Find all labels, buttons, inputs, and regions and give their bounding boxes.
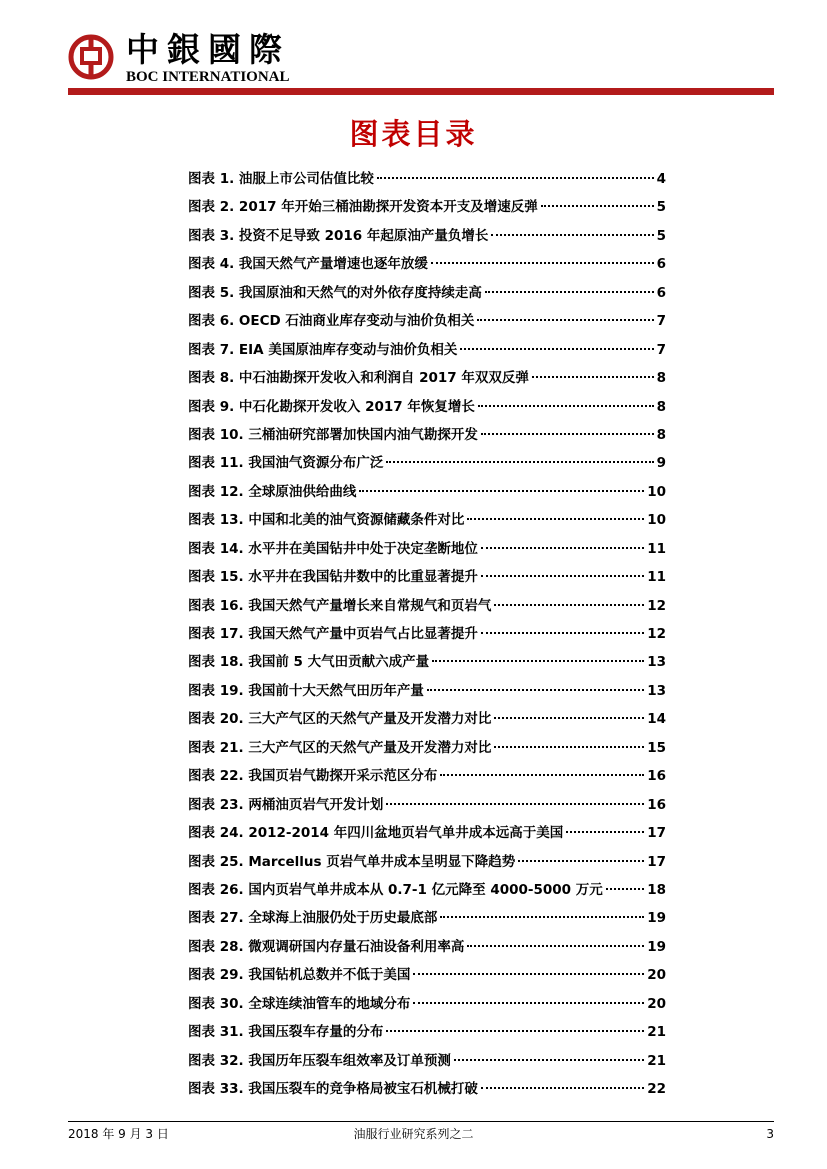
toc-entry-page: 13	[647, 654, 666, 671]
toc-entry-label: 图表 5. 我国原油和天然气的对外依存度持续走高	[188, 284, 482, 301]
toc-entry[interactable]	[188, 620, 666, 648]
toc-dot-leader	[359, 490, 644, 492]
toc-dot-leader	[460, 348, 653, 350]
toc-entry[interactable]	[188, 250, 666, 278]
toc-entry[interactable]	[188, 648, 666, 676]
toc-entry-label: 图表 33. 我国压裂车的竞争格局被宝石机械打破	[188, 1081, 478, 1097]
toc-entry-page: 4	[656, 171, 666, 187]
toc-dot-leader	[518, 860, 644, 862]
toc-entry-label: 图表 29. 我国钻机总数并不低于美国	[188, 967, 411, 984]
toc-entry[interactable]	[188, 762, 666, 790]
toc-dot-leader	[494, 746, 644, 748]
toc-entry-page: 17	[647, 825, 666, 842]
toc-entry-label: 图表 11. 我国油气资源分布广泛	[188, 455, 384, 472]
toc-dot-leader	[481, 575, 644, 577]
toc-entry-label: 图表 8. 中石油勘探开发收入和利润自 2017 年双双反弹	[188, 370, 529, 387]
toc-dot-leader	[481, 1087, 644, 1089]
toc-entry-page: 19	[647, 910, 666, 927]
toc-entry-label: 图表 3. 投资不足导致 2016 年起原油产量负增长	[188, 227, 489, 244]
toc-entry-label: 图表 32. 我国历年压裂车组效率及订单预测	[188, 1052, 451, 1069]
toc-dot-leader	[541, 205, 654, 207]
toc-entry[interactable]	[188, 876, 666, 904]
page-header	[68, 28, 774, 100]
toc-entry-label: 图表 18. 我国前 5 大气田贡献六成产量	[188, 654, 430, 671]
toc-dot-leader	[386, 461, 653, 463]
toc-entry[interactable]	[188, 677, 666, 705]
toc-entry-page: 18	[647, 881, 666, 898]
toc-entry-label: 图表 28. 微观调研国内存量石油设备利用率高	[188, 938, 465, 955]
toc-entry-page: 8	[656, 426, 666, 443]
toc-entry-label: 图表 13. 中国和北美的油气资源储藏条件对比	[188, 512, 465, 529]
toc-dot-leader	[494, 604, 644, 606]
toc-entry-label: 图表 7. EIA 美国原油库存变动与油价负相关	[188, 341, 458, 358]
toc-entry[interactable]	[188, 165, 666, 193]
toc-dot-leader	[481, 547, 644, 549]
toc-entry[interactable]	[188, 705, 666, 733]
toc-entry-label: 图表 27. 全球海上油服仍处于历史最底部	[188, 910, 438, 927]
toc-entry-label: 图表 22. 我国页岩气勘探开采示范区分布	[188, 768, 438, 785]
toc-dot-leader	[432, 660, 644, 662]
toc-dot-leader	[467, 518, 644, 520]
toc-entry-label: 图表 19. 我国前十大天然气田历年产量	[188, 682, 424, 699]
toc-entry-page: 20	[647, 995, 666, 1012]
toc-entry[interactable]	[188, 421, 666, 449]
toc-entry-label: 图表 15. 水平井在我国钻井数中的比重显著提升	[188, 569, 478, 586]
toc-dot-leader	[481, 632, 644, 634]
toc-entry[interactable]	[188, 734, 666, 762]
toc-entry[interactable]	[188, 1047, 666, 1075]
toc-entry-page: 14	[647, 711, 666, 728]
toc-entry[interactable]	[188, 848, 666, 876]
toc-entry[interactable]	[188, 592, 666, 620]
toc-entry-label: 图表 25. Marcellus 页岩气单井成本呈明显下降趋势	[188, 853, 516, 870]
toc-entry-page: 12	[647, 597, 666, 614]
toc-entry-label: 图表 2. 2017 年开始三桶油勘探开发资本开支及增速反弹	[188, 199, 538, 216]
toc-entry-label: 图表 16. 我国天然气产量增长来自常规气和页岩气	[188, 597, 492, 614]
toc-dot-leader	[491, 234, 653, 236]
toc-entry-label: 图表 23. 两桶油页岩气开发计划	[188, 796, 384, 813]
toc-dot-leader	[427, 689, 644, 691]
toc-entry[interactable]	[188, 791, 666, 819]
toc-entry-page: 21	[647, 1052, 666, 1069]
footer-date: 2018 年 9 月 3 日	[68, 1127, 169, 1141]
toc-dot-leader	[566, 831, 644, 833]
toc-entry-page: 7	[656, 341, 666, 358]
footer-page-number: 3	[766, 1127, 774, 1141]
toc-entry[interactable]	[188, 933, 666, 961]
toc-entry-page: 6	[656, 284, 666, 301]
toc-dot-leader	[377, 177, 654, 179]
toc-entry-label: 图表 17. 我国天然气产量中页岩气占比显著提升	[188, 626, 478, 642]
toc-dot-leader	[606, 888, 644, 890]
toc-entry-page: 17	[647, 853, 666, 870]
boc-logo-icon	[68, 34, 114, 80]
header-divider	[68, 88, 774, 95]
toc-entry-page: 10	[647, 512, 666, 529]
toc-entry-label: 图表 12. 全球原油供给曲线	[188, 483, 357, 500]
toc-entry-label: 图表 6. OECD 石油商业库存变动与油价负相关	[188, 313, 475, 330]
toc-entry-page: 8	[656, 398, 666, 415]
toc-dot-leader	[478, 405, 654, 407]
toc-entry-page: 10	[647, 483, 666, 500]
toc-dot-leader	[386, 803, 644, 805]
toc-entry[interactable]	[188, 819, 666, 847]
toc-entry[interactable]	[188, 1075, 666, 1103]
toc-dot-leader	[440, 774, 644, 776]
toc-entry[interactable]	[188, 535, 666, 563]
toc-entry[interactable]	[188, 478, 666, 506]
toc-dot-leader	[532, 376, 654, 378]
toc-entry-page: 13	[647, 682, 666, 699]
toc-entry-page: 15	[647, 739, 666, 756]
toc-entry[interactable]	[188, 364, 666, 392]
toc-entry-label: 图表 26. 国内页岩气单井成本从 0.7-1 亿元降至 4000-5000 万元	[188, 881, 603, 898]
page-title: 图表目录	[349, 117, 478, 151]
toc-entry-page: 5	[656, 227, 666, 244]
toc-entry[interactable]	[188, 307, 666, 335]
toc-entry[interactable]	[188, 563, 666, 591]
toc-entry[interactable]	[188, 279, 666, 307]
toc-entry-page: 22	[647, 1081, 666, 1097]
toc-entry-page: 12	[647, 626, 666, 642]
toc-entry-label: 图表 14. 水平井在美国钻井中处于决定垄断地位	[188, 540, 478, 557]
toc-entry[interactable]	[188, 449, 666, 477]
toc-entry-label: 图表 21. 三大产气区的天然气产量及开发潜力对比	[188, 739, 492, 756]
toc-entry-page: 8	[656, 370, 666, 387]
toc-entry-page: 9	[656, 455, 666, 472]
toc-dot-leader	[477, 319, 653, 321]
toc-dot-leader	[454, 1059, 644, 1061]
toc-entry[interactable]	[188, 336, 666, 364]
toc-entry-label: 图表 24. 2012-2014 年四川盆地页岩气单井成本远高于美国	[188, 825, 564, 842]
toc-entry[interactable]	[188, 1018, 666, 1046]
toc-entry[interactable]	[188, 961, 666, 989]
toc-dot-leader	[440, 916, 644, 918]
toc-entry-page: 11	[647, 540, 666, 557]
toc-entry-label: 图表 1. 油服上市公司估值比较	[188, 171, 374, 187]
toc-dot-leader	[494, 717, 644, 719]
logo-english-name: BOC INTERNATIONAL	[126, 69, 290, 85]
toc-dot-leader	[431, 262, 654, 264]
toc-entry-page: 11	[647, 569, 666, 586]
logo-chinese-name: 中銀國際	[126, 30, 290, 69]
toc-entry-label: 图表 4. 我国天然气产量增速也逐年放缓	[188, 256, 428, 273]
toc-entry-page: 16	[647, 768, 666, 785]
toc-dot-leader	[386, 1030, 644, 1032]
toc-entry-label: 图表 10. 三桶油研究部署加快国内油气勘探开发	[188, 426, 478, 443]
toc-entry-label: 图表 9. 中石化勘探开发收入 2017 年恢复增长	[188, 398, 475, 415]
toc-entry[interactable]	[188, 506, 666, 534]
toc-entry[interactable]	[188, 904, 666, 932]
toc-entry-page: 5	[656, 199, 666, 216]
toc-entry-page: 16	[647, 796, 666, 813]
toc-entry-label: 图表 31. 我国压裂车存量的分布	[188, 1024, 384, 1041]
toc-entry[interactable]	[188, 990, 666, 1018]
toc-dot-leader	[413, 973, 644, 975]
toc-entry-page: 19	[647, 938, 666, 955]
toc-entry[interactable]	[188, 222, 666, 250]
toc-dot-leader	[481, 433, 654, 435]
toc-entry-page: 21	[647, 1024, 666, 1041]
toc-entry-label: 图表 20. 三大产气区的天然气产量及开发潜力对比	[188, 711, 492, 728]
toc-dot-leader	[485, 291, 654, 293]
toc-dot-leader	[467, 945, 644, 947]
toc-entry[interactable]	[188, 393, 666, 421]
toc-entry[interactable]	[188, 193, 666, 221]
toc-dot-leader	[413, 1002, 644, 1004]
toc-entry-page: 7	[656, 313, 666, 330]
table-of-figures	[188, 165, 666, 1103]
toc-entry-page: 20	[647, 967, 666, 984]
footer-divider	[68, 1121, 774, 1122]
footer-series-title: 油服行业研究系列之二	[353, 1127, 474, 1141]
toc-entry-page: 6	[656, 256, 666, 273]
toc-entry-label: 图表 30. 全球连续油管车的地域分布	[188, 995, 411, 1012]
